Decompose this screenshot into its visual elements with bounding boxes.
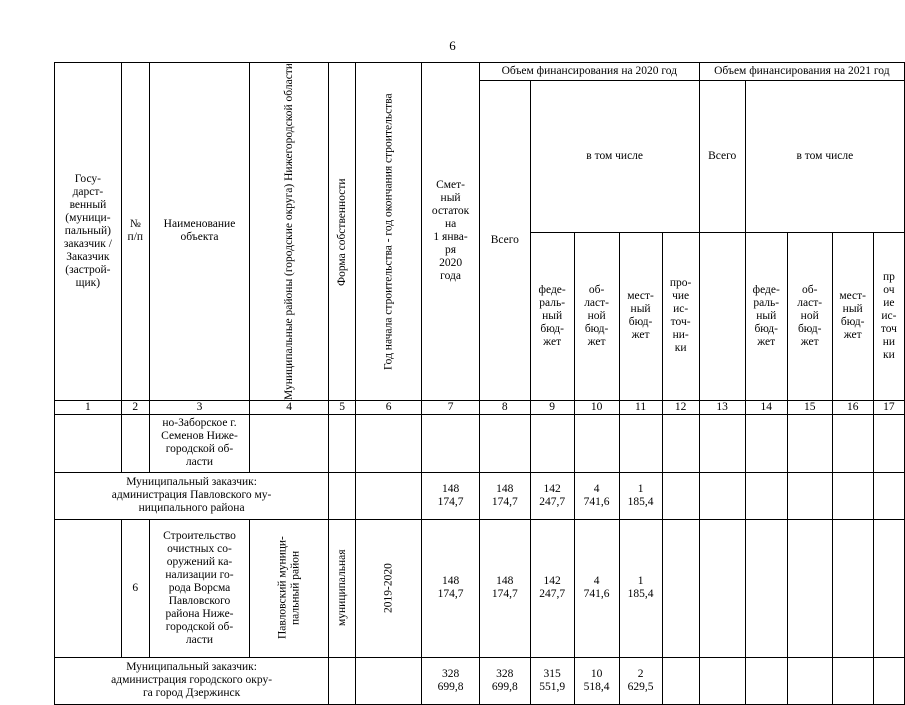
table-row — [55, 657, 905, 704]
column-number: 6 — [356, 400, 422, 414]
header-total-2021: Всего — [699, 81, 745, 233]
local-2020: 1 185,4 — [619, 519, 662, 657]
column-number: 4 — [250, 400, 329, 414]
local-2020: 2 629,5 — [619, 657, 662, 704]
regional-2020: 4 741,6 — [574, 519, 619, 657]
customer-label: Муниципальный заказчик: администрация городского окру- га город Дзержинск — [55, 657, 329, 704]
header-federal-2020: феде- раль- ный бюд- жет — [530, 232, 574, 400]
column-number: 9 — [530, 400, 574, 414]
total-2020: 148 174,7 — [479, 472, 530, 519]
header-empty-2021 — [699, 232, 745, 400]
header-total-2020: Всего — [479, 81, 530, 401]
column-number: 3 — [149, 400, 249, 414]
header-districts: Муниципальные районы (городские округа) Нижегородской области — [250, 63, 329, 401]
header-fin-2020: Объем финансирования на 2020 год — [479, 63, 699, 81]
header-incl-2021: в том числе — [745, 81, 904, 233]
customer-label: Муниципальный заказчик: администрация Павловского му- ниципального района — [55, 472, 329, 519]
header-federal-2021: феде- раль- ный бюд- жет — [745, 232, 787, 400]
federal-2020: 142 247,7 — [530, 519, 574, 657]
column-number: 8 — [479, 400, 530, 414]
local-2020: 1 185,4 — [619, 472, 662, 519]
column-number: 11 — [619, 400, 662, 414]
regional-2020: 4 741,6 — [574, 472, 619, 519]
object-name: Строительство очистных со- оружений ка- нализации го- рода Ворсма Павловского района Ниже- городской об- ласти — [149, 519, 249, 657]
object-number: 6 — [121, 519, 149, 657]
header-regional-2020: об- ласт- ной бюд- жет — [574, 232, 619, 400]
column-number: 5 — [329, 400, 356, 414]
header-fin-2021: Объем финансирования на 2021 год — [699, 63, 904, 81]
header-other-2020: про- чие ис- точ- ни- ки — [662, 232, 699, 400]
table-row — [55, 519, 905, 657]
header-local-2020: мест- ный бюд- жет — [619, 232, 662, 400]
estimated-balance: 148 174,7 — [422, 519, 480, 657]
header-other-2021: пр оч ие ис- точ ни ки — [873, 232, 904, 400]
column-number: 15 — [787, 400, 832, 414]
header-num: № п/п — [121, 63, 149, 401]
table-row — [55, 472, 905, 519]
total-2020: 148 174,7 — [479, 519, 530, 657]
header-incl-2020: в том числе — [530, 81, 699, 233]
header-ownership: Форма собственности — [329, 63, 356, 401]
column-number-row — [55, 400, 905, 414]
federal-2020: 315 551,9 — [530, 657, 574, 704]
header-customer: Госу- дарст- венный (муници- пальный) заказчик / Заказчик (застрой- щик) — [55, 63, 122, 401]
column-number: 13 — [699, 400, 745, 414]
object-district: Павловский муници- пальный район — [250, 519, 329, 657]
header-local-2021: мест- ный бюд- жет — [832, 232, 873, 400]
estimated-balance: 148 174,7 — [422, 472, 480, 519]
column-number: 14 — [745, 400, 787, 414]
object-name-continuation: но-Заборское г. Семенов Ниже- городской об- ласти — [149, 414, 249, 472]
column-number: 12 — [662, 400, 699, 414]
column-number: 17 — [873, 400, 904, 414]
total-2020: 328 699,8 — [479, 657, 530, 704]
page-number: 6 — [449, 38, 456, 53]
header-years: Год начала строительства - год окончания строительства — [356, 63, 422, 401]
table-row — [55, 414, 905, 472]
object-years: 2019-2020 — [356, 519, 422, 657]
column-number: 1 — [55, 400, 122, 414]
estimated-balance: 328 699,8 — [422, 657, 480, 704]
column-number: 16 — [832, 400, 873, 414]
column-number: 2 — [121, 400, 149, 414]
header-balance: Смет- ный остаток на 1 янва- ря 2020 года — [422, 63, 480, 401]
column-number: 7 — [422, 400, 480, 414]
header-regional-2021: об- ласт- ной бюд- жет — [787, 232, 832, 400]
column-number: 10 — [574, 400, 619, 414]
financing-table — [54, 62, 905, 705]
object-ownership: муниципальная — [329, 519, 356, 657]
regional-2020: 10 518,4 — [574, 657, 619, 704]
federal-2020: 142 247,7 — [530, 472, 574, 519]
header-name: Наименование объекта — [149, 63, 249, 401]
